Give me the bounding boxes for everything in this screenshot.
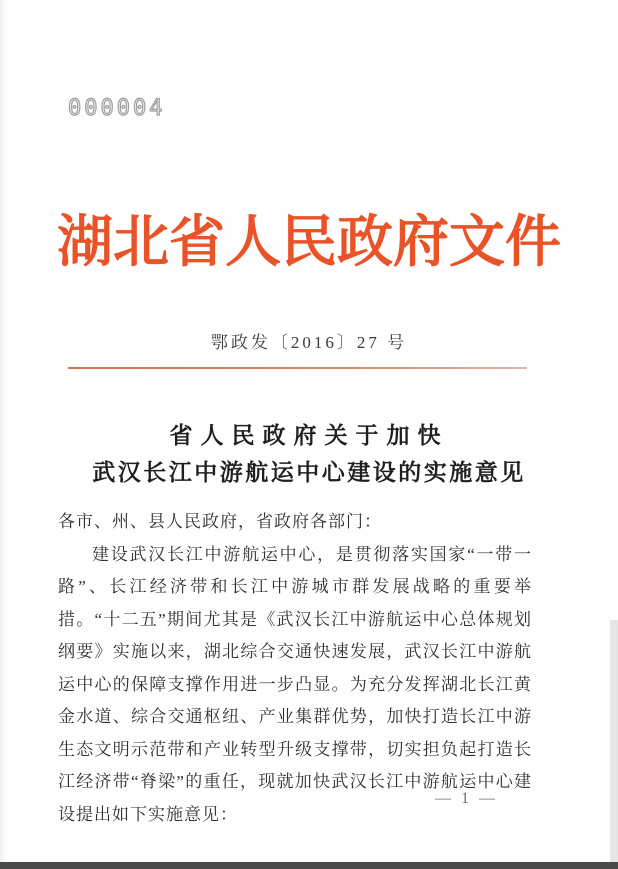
- document-title-line1: 省人民政府关于加快: [169, 423, 449, 448]
- red-letterhead-title: 湖北省人民政府文件: [57, 212, 561, 274]
- document-body: [58, 506, 532, 831]
- document-title-line2: 武汉长江中游航运中心建设的实施意见: [92, 460, 526, 485]
- right-scan-edge: [610, 620, 618, 862]
- document-serial-number-stamp: 000004: [68, 96, 166, 121]
- body-paragraph: 建设武汉长江中游航运中心，是贯彻落实国家“一带一路”、长江经济带和长江中游城市群发展战略的重要举措。“十二五”期间尤其是《武汉长江中游航运中心总体规划纲要》实施以来，湖北综合交通快速发展，武汉长江中游航运中心的保障支撑作用进一步凸显。为充分发挥湖北长江黄金水道、综合交通枢纽、产业集群优势，加快打造长江中游生态文明示范带和产业转型升级支撑带，切实担负起打造长江经济带“脊梁”的重任，现就加快武汉长江中游航运中心建设提出如下实施意见：: [58, 544, 532, 824]
- red-divider-rule: [68, 367, 527, 369]
- salutation-line: 各市、州、县人民政府，省政府各部门：: [58, 512, 382, 531]
- bottom-scan-edge: [0, 862, 618, 869]
- page-number: — 1 —: [435, 790, 498, 807]
- document-title: [0, 417, 618, 491]
- document-reference-number: 鄂政发〔2016〕27 号: [210, 333, 408, 352]
